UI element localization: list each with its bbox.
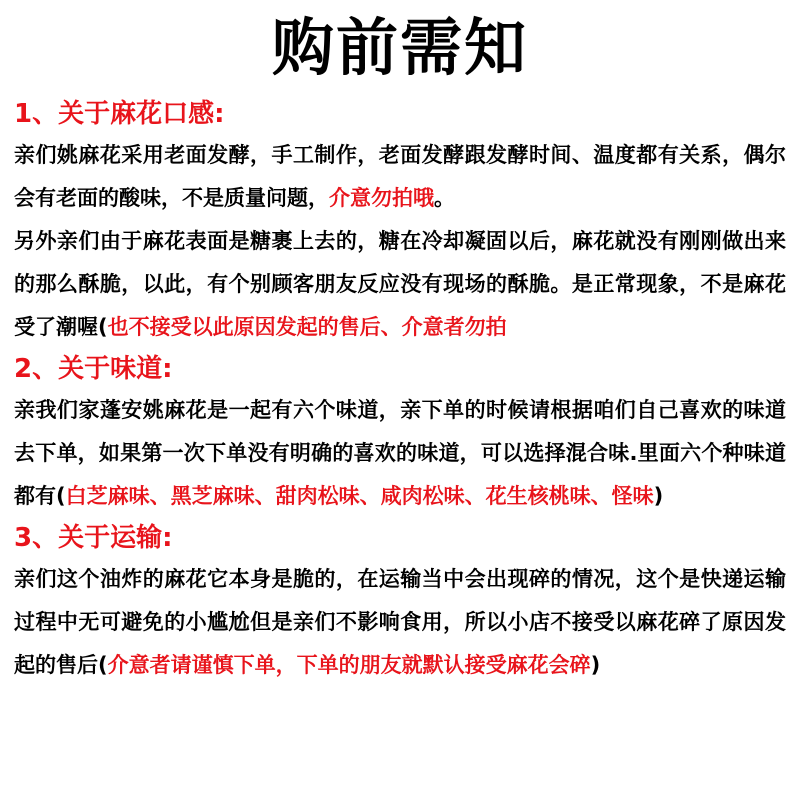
shipping-paragraph-tail: ) — [590, 653, 601, 677]
flavor-paragraph-tail: ) — [653, 484, 664, 508]
page-title: 购前需知 — [271, 11, 528, 84]
section-texture — [14, 94, 786, 349]
section-heading-flavor: 2、关于味道: — [14, 354, 173, 384]
section-shipping — [14, 518, 786, 687]
texture-paragraph-sourdough — [14, 134, 786, 220]
flavor-paragraph — [14, 389, 786, 518]
shipping-paragraph — [14, 558, 786, 687]
texture-paragraph-sourdough-tail: 。 — [434, 186, 455, 210]
texture-paragraph-sourdough-highlight: 介意勿拍哦 — [329, 186, 434, 210]
texture-paragraph-sourdough-text: 亲们姚麻花采用老面发酵，手工制作，老面发酵跟发酵时间、温度都有关系，偶尔会有老面的酸味，不是质量问题， — [14, 143, 786, 210]
section-heading-shipping: 3、关于运输: — [14, 523, 173, 553]
section-flavor — [14, 349, 786, 518]
flavor-paragraph-text: 亲我们家蓬安姚麻花是一起有六个味道，亲下单的时候请根据咱们自己喜欢的味道去下单，如果第一次下单没有明确的喜欢的味道，可以选择混合味.里面六个种味道都有( — [14, 398, 786, 508]
texture-paragraph-crispness-text: 另外亲们由于麻花表面是糖裹上去的，糖在冷却凝固以后，麻花就没有刚刚做出来的那么酥脆，以此，有个别顾客朋友反应没有现场的酥脆。是正常现象，不是麻花受了潮喔( — [14, 229, 786, 339]
texture-paragraph-crispness-highlight: 也不接受以此原因发起的售后、介意者勿拍 — [107, 315, 507, 339]
shipping-paragraph-text: 亲们这个油炸的麻花它本身是脆的，在运输当中会出现碎的情况，这个是快递运输过程中无可避免的小尴尬但是亲们不影响食用，所以小店不接受以麻花碎了原因发起的售后( — [14, 567, 786, 677]
shipping-paragraph-highlight: 介意者请谨慎下单，下单的朋友就默认接受麻花会碎 — [107, 653, 591, 677]
texture-paragraph-crispness — [14, 220, 786, 349]
flavor-paragraph-highlight: 白芝麻味、黑芝麻味、甜肉松味、咸肉松味、花生核桃味、怪味 — [65, 484, 654, 508]
section-heading-texture: 1、关于麻花口感: — [14, 99, 225, 129]
